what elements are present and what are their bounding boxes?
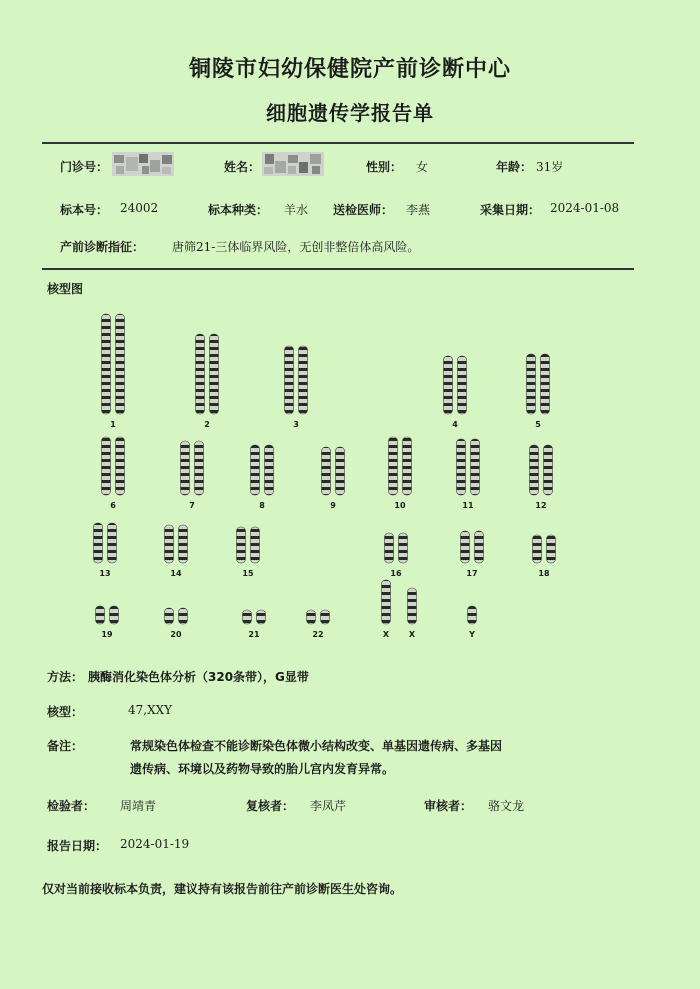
chromosome-4 bbox=[458, 356, 467, 414]
outpatient-number-redacted bbox=[112, 152, 174, 176]
chromosome-label: 22 bbox=[312, 630, 324, 639]
remarks-label: 备注： bbox=[47, 739, 84, 753]
age-value: 31岁 bbox=[536, 160, 564, 174]
chromosome-9 bbox=[336, 447, 345, 495]
header-divider bbox=[42, 142, 634, 144]
chromosome-label: 2 bbox=[204, 420, 210, 429]
chromosome-2 bbox=[210, 334, 219, 414]
chromosome-label: 9 bbox=[330, 501, 336, 510]
chromosome-label: 13 bbox=[99, 569, 111, 578]
chromosome-label: 17 bbox=[466, 569, 478, 578]
report-date-label: 报告日期： bbox=[47, 839, 108, 853]
karyotype-label: 核型： bbox=[47, 705, 84, 719]
chromosome-label: 19 bbox=[101, 630, 113, 639]
chromosome-11 bbox=[457, 439, 466, 495]
reviewer-name: 李凤芹 bbox=[310, 799, 347, 813]
info-divider bbox=[42, 268, 634, 270]
collection-date-value: 2024-01-08 bbox=[550, 201, 620, 215]
chromosome-17 bbox=[475, 531, 484, 563]
chromosome-14 bbox=[165, 525, 174, 563]
chromosome-20 bbox=[179, 608, 188, 624]
sample-type-value: 羊水 bbox=[284, 203, 309, 217]
doctor-label: 送检医师： bbox=[333, 203, 394, 217]
chromosome-11 bbox=[471, 439, 480, 495]
chromosome-label: 20 bbox=[170, 630, 182, 639]
report-title: 细胞遗传学报告单 bbox=[266, 101, 434, 125]
chromosome-13 bbox=[94, 523, 103, 563]
outpatient-number-label: 门诊号： bbox=[60, 160, 109, 174]
patient-name-redacted bbox=[262, 152, 324, 176]
chromosome-16 bbox=[399, 533, 408, 563]
chromosome-22 bbox=[307, 610, 316, 624]
chromosome-7 bbox=[181, 441, 190, 495]
chromosome-6 bbox=[116, 437, 125, 495]
chromosome-21 bbox=[243, 610, 252, 624]
chromosome-22 bbox=[321, 610, 330, 624]
chromosome-label: Y bbox=[469, 630, 475, 639]
chromosome-18 bbox=[533, 535, 542, 563]
method-label: 方法： bbox=[47, 670, 84, 684]
chromosome-1 bbox=[102, 314, 111, 414]
chromosome-4 bbox=[444, 356, 453, 414]
chromosome-label: 4 bbox=[452, 420, 458, 429]
chromosome-7 bbox=[195, 441, 204, 495]
chromosome-19 bbox=[96, 606, 105, 624]
chromosome-15 bbox=[237, 527, 246, 563]
chromosome-label: 16 bbox=[390, 569, 402, 578]
method-text: 胰酶消化染色体分析（320条带），G显带 bbox=[88, 670, 309, 684]
chromosome-label: X bbox=[382, 630, 390, 639]
chromosome-5 bbox=[541, 354, 550, 414]
chromosome-label: 7 bbox=[189, 501, 195, 510]
sample-number-label: 标本号： bbox=[60, 203, 109, 217]
chromosome-6 bbox=[102, 437, 111, 495]
gender-label: 性别： bbox=[366, 160, 403, 174]
chromosome-12 bbox=[544, 445, 553, 495]
hospital-name: 铜陵市妇幼保健院产前诊断中心 bbox=[188, 57, 511, 82]
chromosome-3 bbox=[285, 346, 294, 414]
chromosome-label: 11 bbox=[462, 501, 474, 510]
collection-date-label: 采集日期： bbox=[480, 203, 541, 217]
chromosome-Y bbox=[468, 606, 477, 624]
karyotype-value: 47,XXY bbox=[128, 703, 173, 717]
sample-number-value: 24002 bbox=[120, 201, 159, 215]
auditor-label: 审核者： bbox=[424, 799, 473, 813]
indication-text: 唐筛21-三体临界风险，无创非整倍体高风险。 bbox=[172, 240, 420, 254]
chromosome-8 bbox=[251, 445, 260, 495]
chromosome-label: X bbox=[408, 630, 416, 639]
chromosome-13 bbox=[108, 523, 117, 563]
chromosome-17 bbox=[461, 531, 470, 563]
report-date-value: 2024-01-19 bbox=[120, 837, 190, 851]
doctor-value: 李燕 bbox=[406, 203, 431, 217]
chromosome-label: 14 bbox=[170, 569, 182, 578]
chromosome-label: 12 bbox=[535, 501, 547, 510]
chromosome-10 bbox=[389, 437, 398, 495]
chromosome-label: 8 bbox=[259, 501, 265, 510]
chromosome-5 bbox=[527, 354, 536, 414]
chromosome-19 bbox=[110, 606, 119, 624]
chromosome-X bbox=[382, 580, 391, 624]
gender-value: 女 bbox=[416, 160, 429, 174]
chromosome-1 bbox=[116, 314, 125, 414]
auditor-name: 骆文龙 bbox=[488, 799, 525, 813]
chromosome-18 bbox=[547, 535, 556, 563]
chromosome-label: 3 bbox=[293, 420, 299, 429]
chromosome-10 bbox=[403, 437, 412, 495]
chromosome-2 bbox=[196, 334, 205, 414]
chromosome-15 bbox=[251, 527, 260, 563]
age-label: 年龄： bbox=[496, 160, 533, 174]
chromosome-label: 1 bbox=[110, 420, 116, 429]
chromosome-label: 18 bbox=[538, 569, 550, 578]
chromosome-3 bbox=[299, 346, 308, 414]
karyotype-figure-label: 核型图 bbox=[47, 282, 84, 296]
remarks-line-2: 遗传病、环境以及药物导致的胎儿宫内发育异常。 bbox=[130, 762, 395, 776]
chromosome-9 bbox=[322, 447, 331, 495]
name-label: 姓名： bbox=[224, 160, 261, 174]
footer-note: 仅对当前接收标本负责，建议持有该报告前往产前诊断医生处咨询。 bbox=[42, 882, 403, 896]
chromosome-21 bbox=[257, 610, 266, 624]
reviewer-label: 复核者： bbox=[246, 799, 295, 813]
chromosome-label: 6 bbox=[110, 501, 116, 510]
chromosome-label: 5 bbox=[535, 420, 541, 429]
chromosome-X bbox=[408, 588, 417, 624]
tester-label: 检验者： bbox=[47, 799, 96, 813]
chromosome-12 bbox=[530, 445, 539, 495]
chromosome-20 bbox=[165, 608, 174, 624]
chromosome-label: 21 bbox=[248, 630, 260, 639]
sample-type-label: 标本种类： bbox=[208, 203, 269, 217]
chromosome-16 bbox=[385, 533, 394, 563]
chromosome-label: 10 bbox=[394, 501, 406, 510]
chromosome-label: 15 bbox=[242, 569, 254, 578]
tester-name: 周靖青 bbox=[120, 799, 157, 813]
karyotype-image bbox=[80, 312, 580, 648]
indication-label: 产前诊断指征： bbox=[60, 240, 145, 254]
chromosome-8 bbox=[265, 445, 274, 495]
remarks-line-1: 常规染色体检查不能诊断染色体微小结构改变、单基因遗传病、多基因 bbox=[130, 739, 503, 753]
chromosome-14 bbox=[179, 525, 188, 563]
